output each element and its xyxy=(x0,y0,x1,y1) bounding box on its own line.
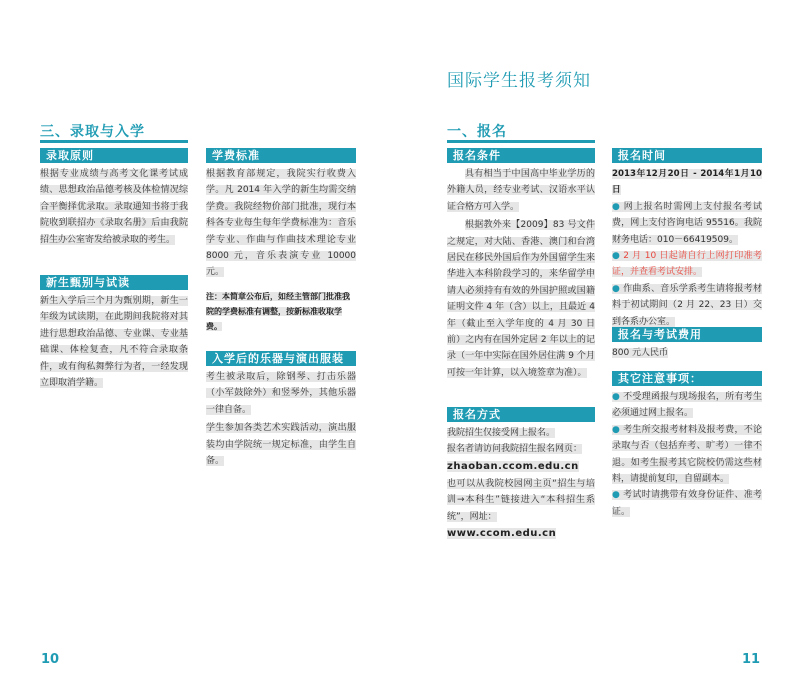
instruments-header: 入学后的乐器与演出服装 xyxy=(206,351,356,366)
conditions-text-1: 具有相当于中国高中毕业学历的外籍人员，经专业考试、汉语水平认证合格方可入学。 xyxy=(447,169,595,212)
method-line-3: 也可以从我院校园网主页“招生与培训→本科生”链接进入“本科招生系统”，网址： xyxy=(447,478,595,522)
admission-principles-block xyxy=(40,148,188,248)
time-bullet-2: 2 月 10 日起请自行上网打印准考证，并查看考试安排。 xyxy=(612,251,762,278)
registration-url[interactable]: zhaoban.ccom.edu.cn xyxy=(447,460,579,472)
bullet-icon: ● xyxy=(612,201,621,212)
time-bullet-1: 网上报名时需网上支付报名考试费，网上支付咨询电话 95516。我院财务电话：010－66419509。 xyxy=(612,201,762,245)
conditions-header: 报名条件 xyxy=(447,148,595,163)
fee-block xyxy=(612,327,762,361)
notes-bullet-3: 考试时请携带有效身份证件、准考证。 xyxy=(612,490,762,517)
conditions-block xyxy=(447,148,595,381)
new-student-header: 新生甄别与试读 xyxy=(40,275,188,290)
page-number-left: 10 xyxy=(41,652,60,667)
time-block xyxy=(612,148,762,330)
instruments-text-2: 学生参加各类艺术实践活动，演出服装均由学院统一规定标准，由学生自备。 xyxy=(206,423,356,467)
tuition-text: 根据教育部规定，我院实行收费入学。凡 2014 年入学的新生均需交纳学费。我院经物价部门批准，现行本科各专业每生每年学费标准为：音乐学专业、作曲与作曲技术理论专业 8000 元，音乐表演专业 10000 元。 xyxy=(206,169,356,278)
notes-bullet-2: 考生所交报考材料及报考费，不论录取与否（包括弃考、旷考）一律不退。如考生报考其它院校仍需这些材料，请提前复印，自留副本。 xyxy=(612,424,762,485)
section-title-admission: 三、录取与入学 xyxy=(40,124,145,140)
section-divider xyxy=(447,140,595,143)
tuition-block xyxy=(206,148,356,334)
section-divider xyxy=(40,140,188,143)
instruments-block xyxy=(206,351,356,469)
conditions-text-2: 根据教外来【2009】83 号文件之规定，对大陆、香港、澳门和台湾居民在移民外国后作为外国留学生来华进入本科阶段学习的，来华留学申请人必须持有有效的外国护照或国籍证明文件 4 年（含）以上，且最近 4 年（截止至入学年度的 4 月 30 日前）之内有在国外定居 2 年以上的记录（一年中实际在国外居住满 9 个月可按一年计算，以入境签章为准）。 xyxy=(447,220,595,378)
fee-text: 800 元人民币 xyxy=(612,348,669,358)
method-header: 报名方式 xyxy=(447,407,595,422)
bullet-icon: ● xyxy=(612,283,621,294)
notes-header: 其它注意事项： xyxy=(612,371,762,386)
instruments-text-1: 考生被录取后，除钢琴、打击乐器（小军鼓除外）和竖琴外，其他乐器一律自备。 xyxy=(206,372,356,415)
time-bullet-3: 作曲系、音乐学系考生请将报考材料于初试期间（2 月 22、23 日）交到各系办公室。 xyxy=(612,283,762,327)
section-title-registration: 一、报名 xyxy=(447,124,507,140)
bullet-icon: ● xyxy=(612,392,621,402)
tuition-note: 注：本简章公布后，如经主管部门批准我院的学费标准有调整，按新标准收取学费。 xyxy=(206,291,350,331)
new-student-block xyxy=(40,275,188,391)
method-line-1: 我院招生仅接受网上报名。 xyxy=(447,428,556,438)
fee-header: 报名与考试费用 xyxy=(612,327,762,342)
bullet-icon: ● xyxy=(612,424,621,435)
method-block xyxy=(447,407,595,543)
admission-principles-text: 根据专业成绩与高考文化课考试成绩、思想政治品德考核及体检情况综合平衡择优录取。录取通知书将于我院收到联招办《录取名册》后由我院招生办公室寄发给被录取的考生。 xyxy=(40,169,188,245)
notes-block xyxy=(612,371,762,520)
page-title: 国际学生报考须知 xyxy=(447,71,591,91)
page-number-right: 11 xyxy=(742,652,761,667)
method-line-2: 报名者请访问我院招生报名网页： xyxy=(447,444,583,455)
bullet-icon: ● xyxy=(612,490,621,501)
bullet-icon: ● xyxy=(612,251,621,262)
registration-dates: 2013年12月20日 - 2014年1月10日 xyxy=(612,169,762,196)
new-student-text: 新生入学后三个月为甄别期，新生一年级为试读期，在此期间我院将对其进行思想政治品德、专业课、专业基础课、体检复查，凡不符合录取条件，或有徇私舞弊行为者，一经发现立即取消学籍。 xyxy=(40,296,188,389)
tuition-header: 学费标准 xyxy=(206,148,356,163)
time-header: 报名时间 xyxy=(612,148,762,163)
admission-principles-header: 录取原则 xyxy=(40,148,188,163)
notes-bullet-1: 不受理函报与现场报名，所有考生必须通过网上报名。 xyxy=(612,392,762,419)
campus-url[interactable]: www.ccom.edu.cn xyxy=(447,528,557,540)
